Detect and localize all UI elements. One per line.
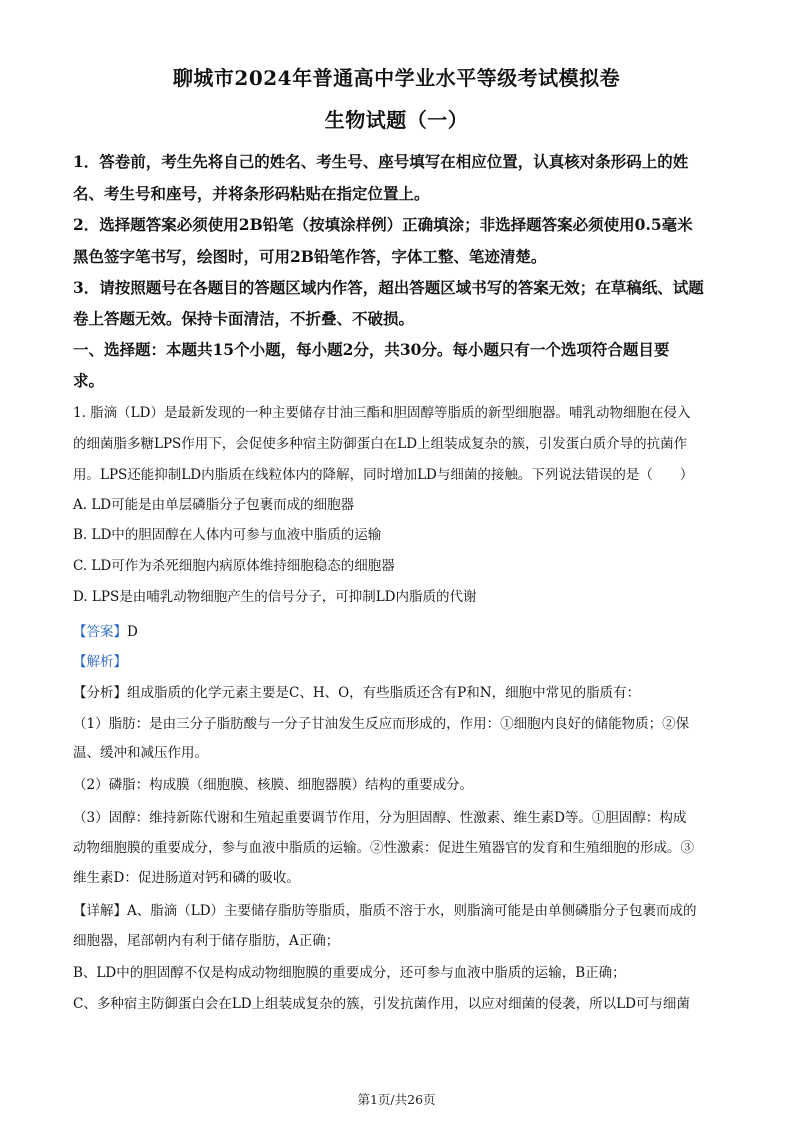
analysis-text-line: （3）固醇：维持新陈代谢和生殖起重要调节作用，分为胆固醇、性激素、维生素D等。①胆固醇：构成 [73, 810, 687, 826]
analysis-text-line: 温、缓冲和减压作用。 [73, 745, 208, 761]
option-c: C. LD可作为杀死细胞内病原体维持细胞稳态的细胞器 [73, 558, 395, 574]
option-d: D. LPS是由哺乳动物细胞产生的信号分子，可抑制LD内脂质的代谢 [73, 589, 477, 605]
analysis-text-line: 【详解】A、脂滴（LD）主要储存脂肪等脂质，脂质不溶于水，则脂滴可能是由单侧磷脂分子包裹而成的 [73, 903, 697, 919]
analysis-text-line: 维生素D：促进肠道对钙和磷的吸收。 [73, 870, 300, 886]
analysis-text-line: （1）脂肪：是由三分子脂肪酸与一分子甘油发生反应而形成的，作用：①细胞内良好的储能物质；②保 [73, 716, 690, 732]
analysis-tag: 【解析】 [73, 654, 127, 670]
question-stem-line: 的细菌脂多糖LPS作用下，会促使多种宿主防御蛋白在LD上组装成复杂的簇，引发蛋白质介导的抗菌作 [73, 436, 688, 452]
analysis-text-line: B、LD中的胆固醇不仅是构成动物细胞膜的重要成分，还可参与血液中脂质的运输，B正确； [73, 965, 626, 981]
page-number: 第1页/共26页 [357, 1092, 436, 1107]
instruction-line: 3．请按照题号在各题目的答题区域内作答，超出答题区域书写的答案无效；在草稿纸、试题 [73, 278, 704, 297]
option-a: A. LD可能是由单层磷脂分子包裹而成的细胞器 [73, 497, 355, 513]
instruction-line: 卷上答题无效。保持卡面清洁，不折叠、不破损。 [73, 309, 415, 328]
analysis-text-line: 细胞器，尾部朝内有利于储存脂肪，A正确； [73, 933, 340, 949]
answer-line [73, 620, 733, 640]
option-b: B. LD中的胆固醇在人体内可参与血液中脂质的运输 [73, 527, 382, 543]
section-heading: 一、选择题：本题共15个小题，每小题2分，共30分。每小题只有一个选项符合题目要 [73, 340, 670, 359]
analysis-text-line: （2）磷脂：构成膜（细胞膜、核膜、细胞器膜）结构的重要成分。 [73, 777, 474, 793]
answer-value: D [127, 624, 138, 640]
analysis-text-line: C、多种宿主防御蛋白会在LD上组装成复杂的簇，引发抗菌作用，以应对细菌的侵袭，所以LD可与细菌 [73, 996, 690, 1012]
question-stem-line: 用。LPS还能抑制LD内脂质在线粒体内的降解，同时增加LD与细菌的接触。下列说法错误的是（ ） [73, 467, 694, 483]
instruction-line: 黑色签字笔书写，绘图时，可用2B铅笔作答，字体工整、笔迹清楚。 [73, 247, 547, 266]
exam-title: 聊城市2024年普通高中学业水平等级考试模拟卷 [172, 66, 621, 90]
analysis-text-line: 动物细胞膜的重要成分，参与血液中脂质的运输。②性激素：促进生殖器官的发育和生殖细胞的形成。③ [73, 840, 694, 856]
exam-subtitle: 生物试题（一） [324, 108, 469, 132]
analysis-line [73, 650, 733, 670]
question-stem-line: 1. 脂滴（LD）是最新发现的一种主要储存甘油三酯和胆固醇等脂质的新型细胞器。哺乳动物细胞在侵入 [73, 405, 691, 421]
instruction-line: 名、考生号和座号，并将条形码粘贴在指定位置上。 [73, 184, 430, 203]
analysis-text-line: 【分析】组成脂质的化学元素主要是C、H、O，有些脂质还含有P和N，细胞中常见的脂质有： [73, 685, 641, 701]
section-heading: 求。 [73, 371, 105, 390]
instruction-line: 1．答卷前，考生先将自己的姓名、考生号、座号填写在相应位置，认真核对条形码上的姓 [73, 152, 689, 171]
instruction-line: 2．选择题答案必须使用2B铅笔（按填涂样例）正确填涂；非选择题答案必须使用0.5毫米 [73, 215, 693, 234]
answer-tag: 【答案】 [73, 624, 127, 640]
